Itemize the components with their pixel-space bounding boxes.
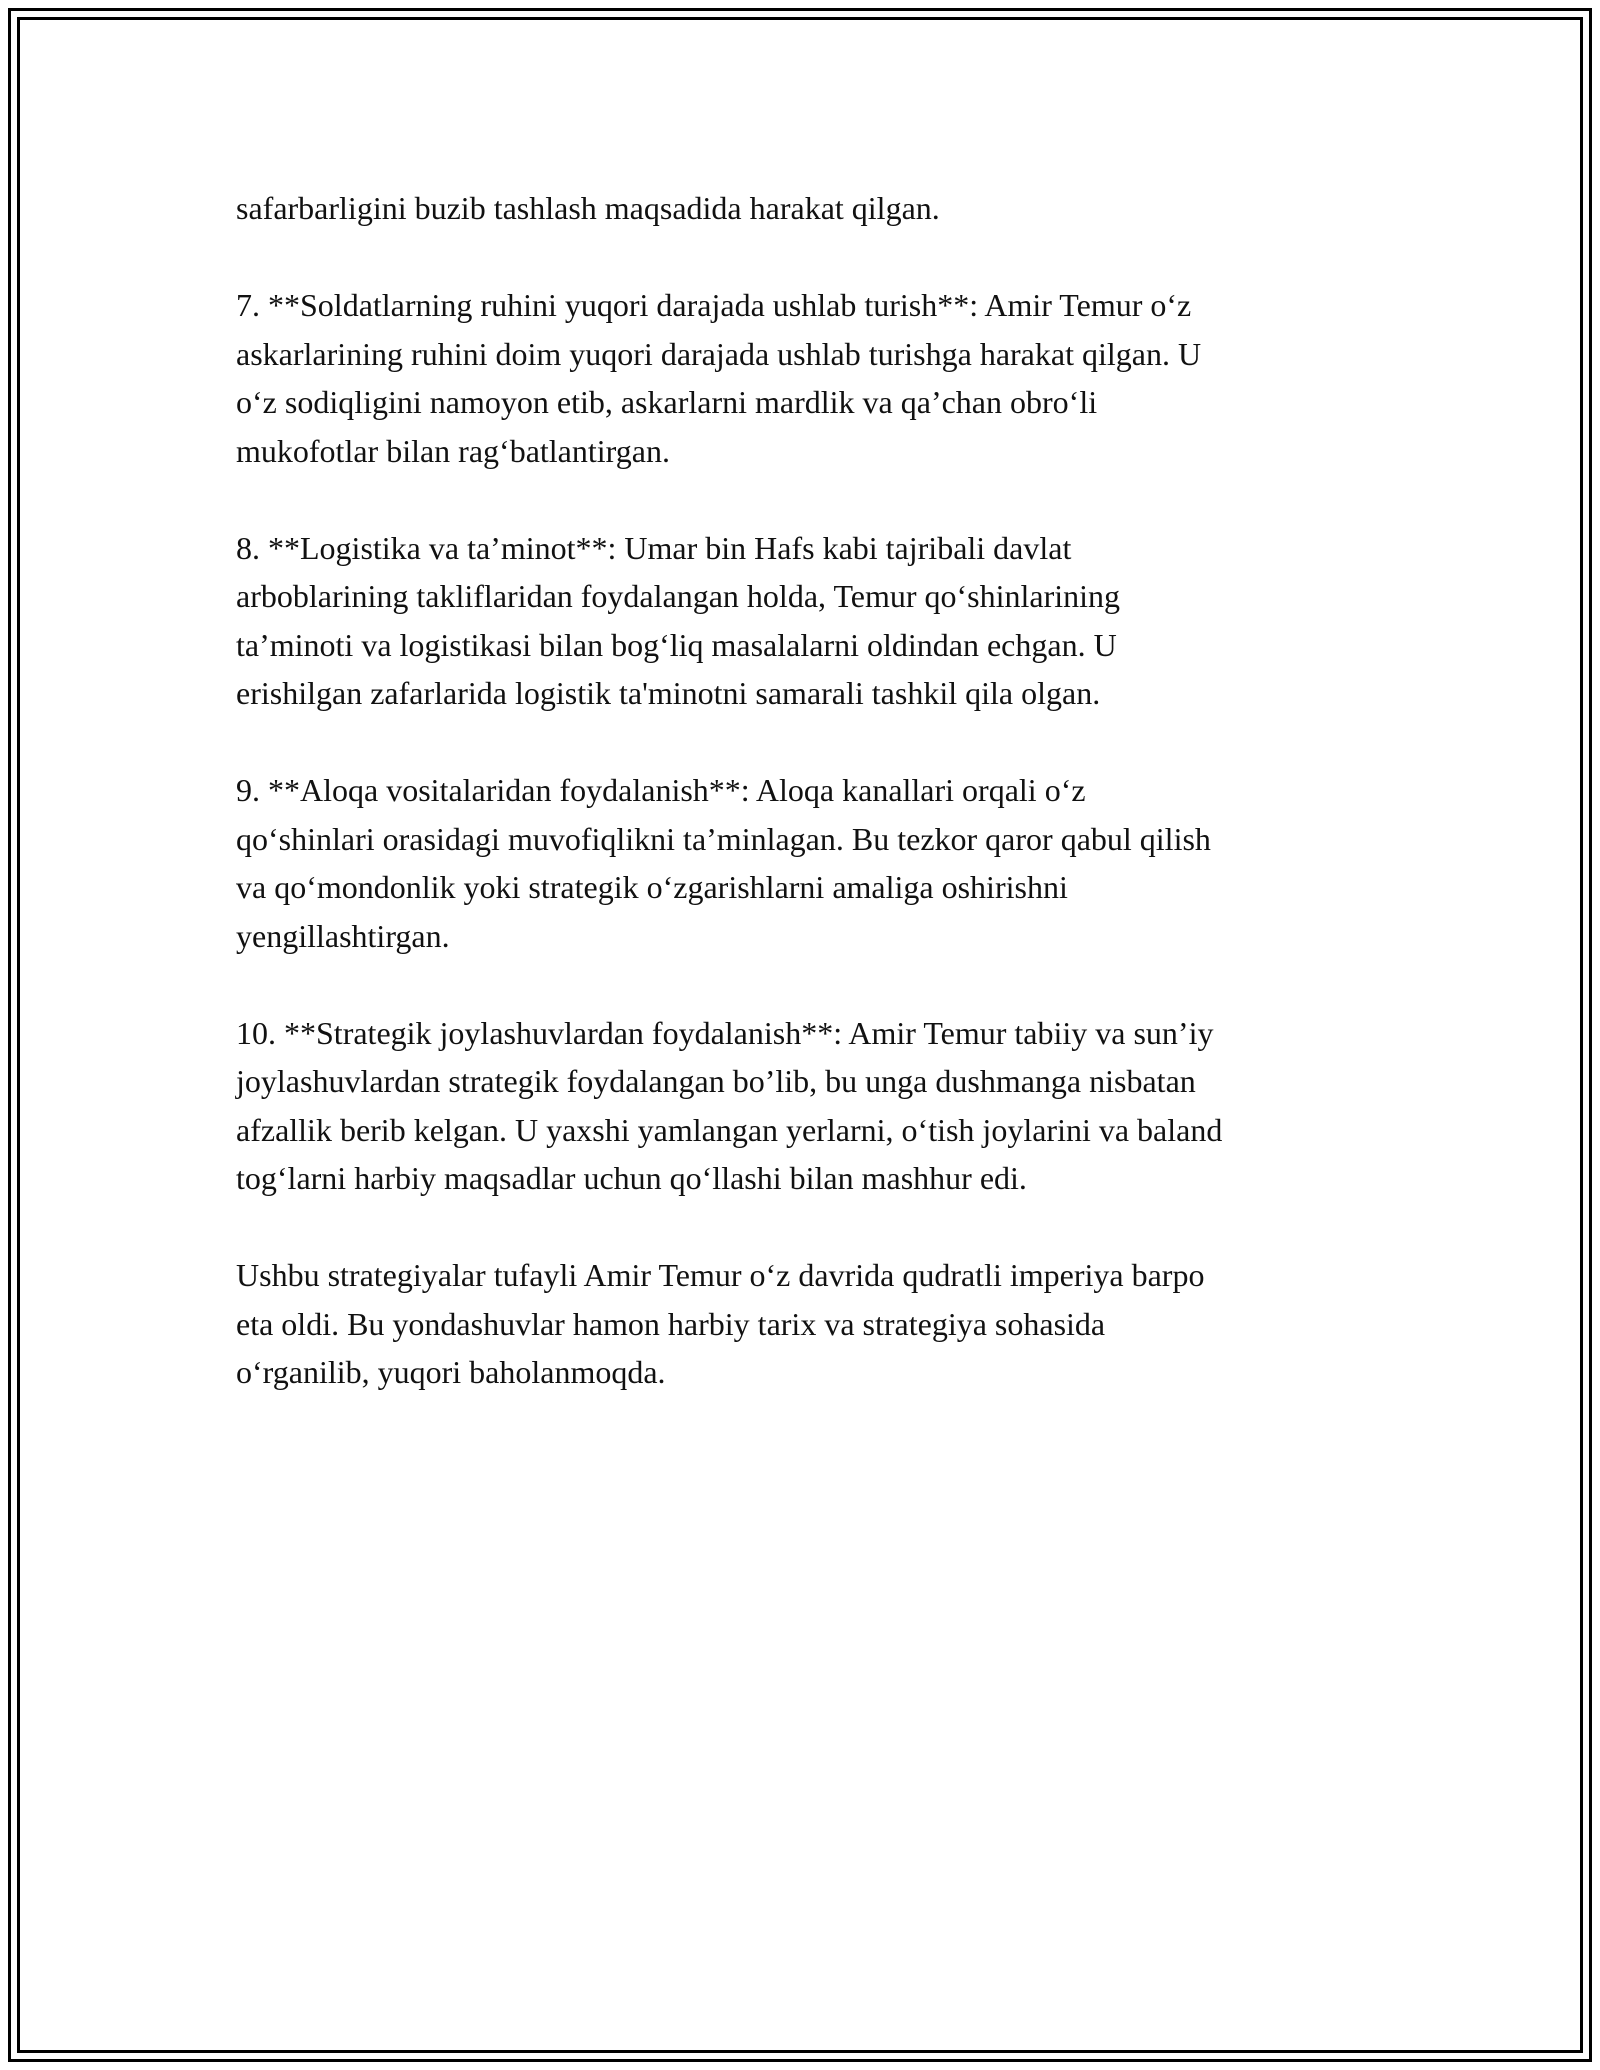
paragraph-item-7-morale [236, 281, 1384, 475]
text-line: o‘rganilib, yuqori baholanmoqda. [236, 1354, 666, 1390]
text-line: joylashuvlardan strategik foydalangan bo’lib, bu unga dushmanga nisbatan [236, 1063, 1196, 1099]
document-body [236, 184, 1384, 1445]
text-line: Ushbu strategiyalar tufayli Amir Temur o‘z davrida qudratli imperiya barpo [236, 1257, 1205, 1293]
text-line: arboblarining takliflaridan foydalangan holda, Temur qo‘shinlarining [236, 578, 1121, 614]
text-line: o‘z sodiqligini namoyon etib, askarlarni mardlik va qa’chan obro‘li [236, 384, 1098, 420]
text-line: 9. **Aloqa vositalaridan foydalanish**: Aloqa kanallari orqali o‘z [236, 772, 1086, 808]
text-line: askarlarining ruhini doim yuqori darajada ushlab turishga harakat qilgan. U [236, 335, 1202, 372]
paragraph-item-10-positions [236, 1009, 1384, 1203]
text-line: safarbarligini buzib tashlash maqsadida harakat qilgan. [236, 190, 940, 226]
text-line: ta’minoti va logistikasi bilan bog‘liq masalalarni oldindan echgan. U [236, 626, 1117, 663]
text-line: 10. **Strategik joylashuvlardan foydalanish**: Amir Temur tabiiy va sun’iy [236, 1014, 1214, 1051]
text-line: mukofotlar bilan rag‘batlantirgan. [236, 432, 670, 469]
text-line: eta oldi. Bu yondashuvlar hamon harbiy tarix va strategiya sohasida [236, 1305, 1106, 1342]
text-line: qo‘shinlari orasidagi muvofiqlikni ta’minlagan. Bu tezkor qaror qabul qilish [236, 820, 1211, 857]
text-line: erishilgan zafarlarida logistik ta'minotni samarali tashkil qila olgan. [236, 675, 1101, 711]
text-line: va qo‘mondonlik yoki strategik o‘zgarishlarni amaliga oshirishni [236, 869, 1068, 905]
paragraph-item-8-logistics [236, 524, 1384, 718]
text-line: yengillashtirgan. [236, 917, 450, 954]
paragraph-item-9-communication [236, 766, 1384, 960]
paragraph-conclusion [236, 1251, 1384, 1397]
text-line: afzallik berib kelgan. U yaxshi yamlangan yerlarni, o‘tish joylarini va baland [236, 1111, 1223, 1148]
paragraph-continuation [236, 184, 1384, 233]
text-line: 8. **Logistika va ta’minot**: Umar bin Hafs kabi tajribali davlat [236, 529, 1072, 566]
text-line: tog‘larni harbiy maqsadlar uchun qo‘llashi bilan mashhur edi. [236, 1160, 1027, 1196]
text-line: 7. **Soldatlarning ruhini yuqori darajada ushlab turish**: Amir Temur o‘z [236, 287, 1192, 323]
